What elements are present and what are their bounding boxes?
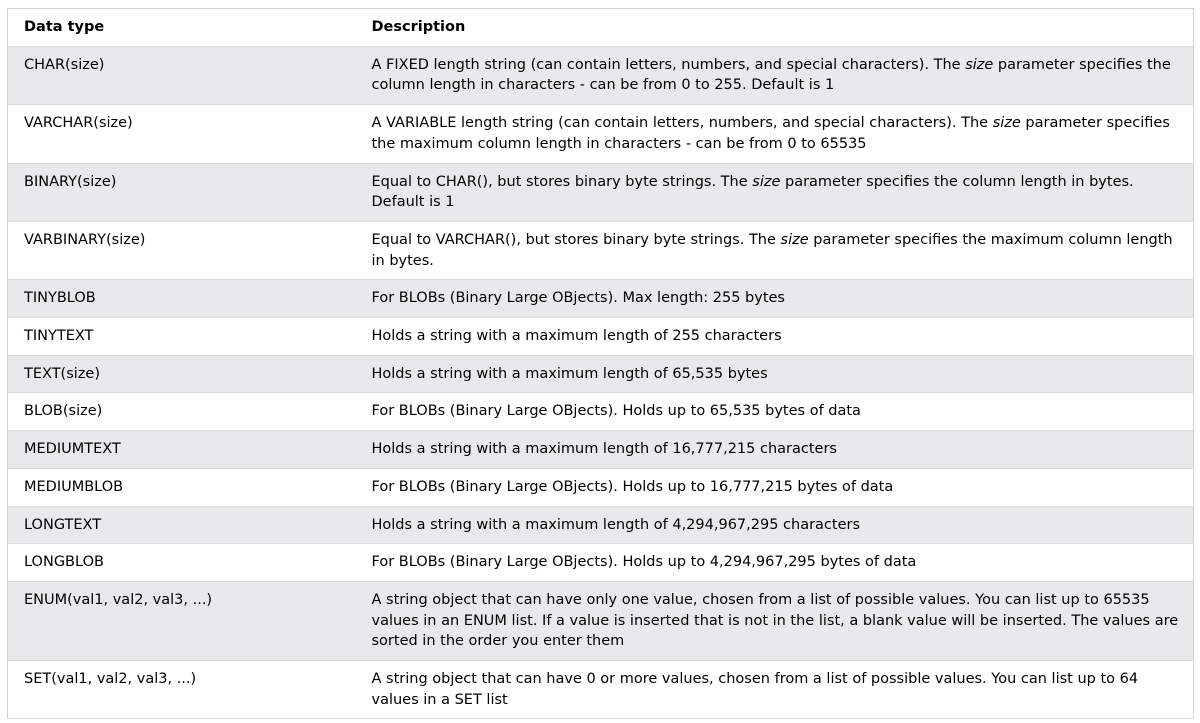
description-cell xyxy=(357,280,1194,318)
parameter-name: size xyxy=(752,173,781,190)
description-cell xyxy=(357,105,1194,163)
table-body xyxy=(8,46,1194,719)
description-text: Holds a string with a maximum length of 255 characters xyxy=(371,328,782,345)
description-cell xyxy=(357,506,1194,544)
data-type-cell: BLOB(size) xyxy=(8,393,357,431)
description-text: A FIXED length string (can contain letters, numbers, and special characters). The xyxy=(371,56,966,73)
description-cell xyxy=(357,355,1194,393)
description-text: For BLOBs (Binary Large OBjects). Holds up to 65,535 bytes of data xyxy=(371,403,861,420)
data-type-cell: VARBINARY(size) xyxy=(8,221,357,279)
parameter-name: size xyxy=(992,115,1021,132)
description-cell xyxy=(357,661,1194,719)
header-description: Description xyxy=(357,9,1194,47)
description-text: A string object that can have only one value, chosen from a list of possible values. You can list up to 65535 values in an ENUM list. If a value is inserted that is not in the list, a blank value will be inserted. The values are sorted in the order you enter them xyxy=(371,591,1179,650)
table-row xyxy=(8,544,1194,582)
data-type-cell: MEDIUMTEXT xyxy=(8,431,357,469)
data-type-cell: VARCHAR(size) xyxy=(8,105,357,163)
table-row xyxy=(8,506,1194,544)
data-type-cell: MEDIUMBLOB xyxy=(8,468,357,506)
data-type-cell: CHAR(size) xyxy=(8,46,357,104)
table-row xyxy=(8,431,1194,469)
data-type-cell: BINARY(size) xyxy=(8,163,357,221)
description-text: Equal to CHAR(), but stores binary byte strings. The xyxy=(371,173,753,190)
description-cell xyxy=(357,468,1194,506)
table-row xyxy=(8,355,1194,393)
parameter-name: size xyxy=(965,56,994,73)
table-row xyxy=(8,280,1194,318)
data-type-cell: LONGBLOB xyxy=(8,544,357,582)
description-cell xyxy=(357,46,1194,104)
data-type-cell: TEXT(size) xyxy=(8,355,357,393)
description-text: parameter specifies the maximum column length in bytes. xyxy=(371,231,1173,269)
description-cell xyxy=(357,581,1194,660)
description-text: parameter specifies the column length in characters - can be from 0 to 255. Default is 1 xyxy=(371,56,1171,94)
data-type-cell: TINYTEXT xyxy=(8,318,357,356)
table-header-row xyxy=(8,9,1194,47)
description-cell xyxy=(357,544,1194,582)
description-text: parameter specifies the column length in bytes. Default is 1 xyxy=(371,173,1134,211)
description-text: parameter specifies the maximum column length in characters - can be from 0 to 65535 xyxy=(371,115,1170,152)
description-text: Holds a string with a maximum length of 65,535 bytes xyxy=(371,365,768,382)
description-text: For BLOBs (Binary Large OBjects). Max length: 255 bytes xyxy=(371,290,785,307)
data-type-cell: ENUM(val1, val2, val3, ...) xyxy=(8,581,357,660)
description-text: Holds a string with a maximum length of 16,777,215 characters xyxy=(371,441,837,458)
description-cell xyxy=(357,163,1194,221)
description-text: For BLOBs (Binary Large OBjects). Holds up to 4,294,967,295 bytes of data xyxy=(371,554,917,571)
description-cell xyxy=(357,318,1194,356)
description-text: For BLOBs (Binary Large OBjects). Holds up to 16,777,215 bytes of data xyxy=(371,478,894,495)
table-row xyxy=(8,105,1194,163)
table-row xyxy=(8,393,1194,431)
parameter-name: size xyxy=(780,231,809,248)
description-text: A VARIABLE length string (can contain letters, numbers, and special characters). The xyxy=(371,115,993,132)
description-cell xyxy=(357,393,1194,431)
table-row xyxy=(8,468,1194,506)
description-text: Holds a string with a maximum length of 4,294,967,295 characters xyxy=(371,516,861,533)
table-row xyxy=(8,661,1194,719)
data-type-cell: SET(val1, val2, val3, ...) xyxy=(8,661,357,719)
table-row xyxy=(8,318,1194,356)
table-row xyxy=(8,46,1194,104)
table-row xyxy=(8,221,1194,279)
data-type-cell: TINYBLOB xyxy=(8,280,357,318)
description-text: Equal to VARCHAR(), but stores binary byte strings. The xyxy=(371,231,781,248)
table-row xyxy=(8,163,1194,221)
description-cell xyxy=(357,221,1194,279)
data-type-cell: LONGTEXT xyxy=(8,506,357,544)
header-data-type: Data type xyxy=(8,9,357,47)
description-text: A string object that can have 0 or more values, chosen from a list of possible values. You can list up to 64 values in a SET list xyxy=(371,671,1139,708)
data-types-table xyxy=(7,8,1194,719)
description-cell xyxy=(357,431,1194,469)
table-row xyxy=(8,581,1194,660)
